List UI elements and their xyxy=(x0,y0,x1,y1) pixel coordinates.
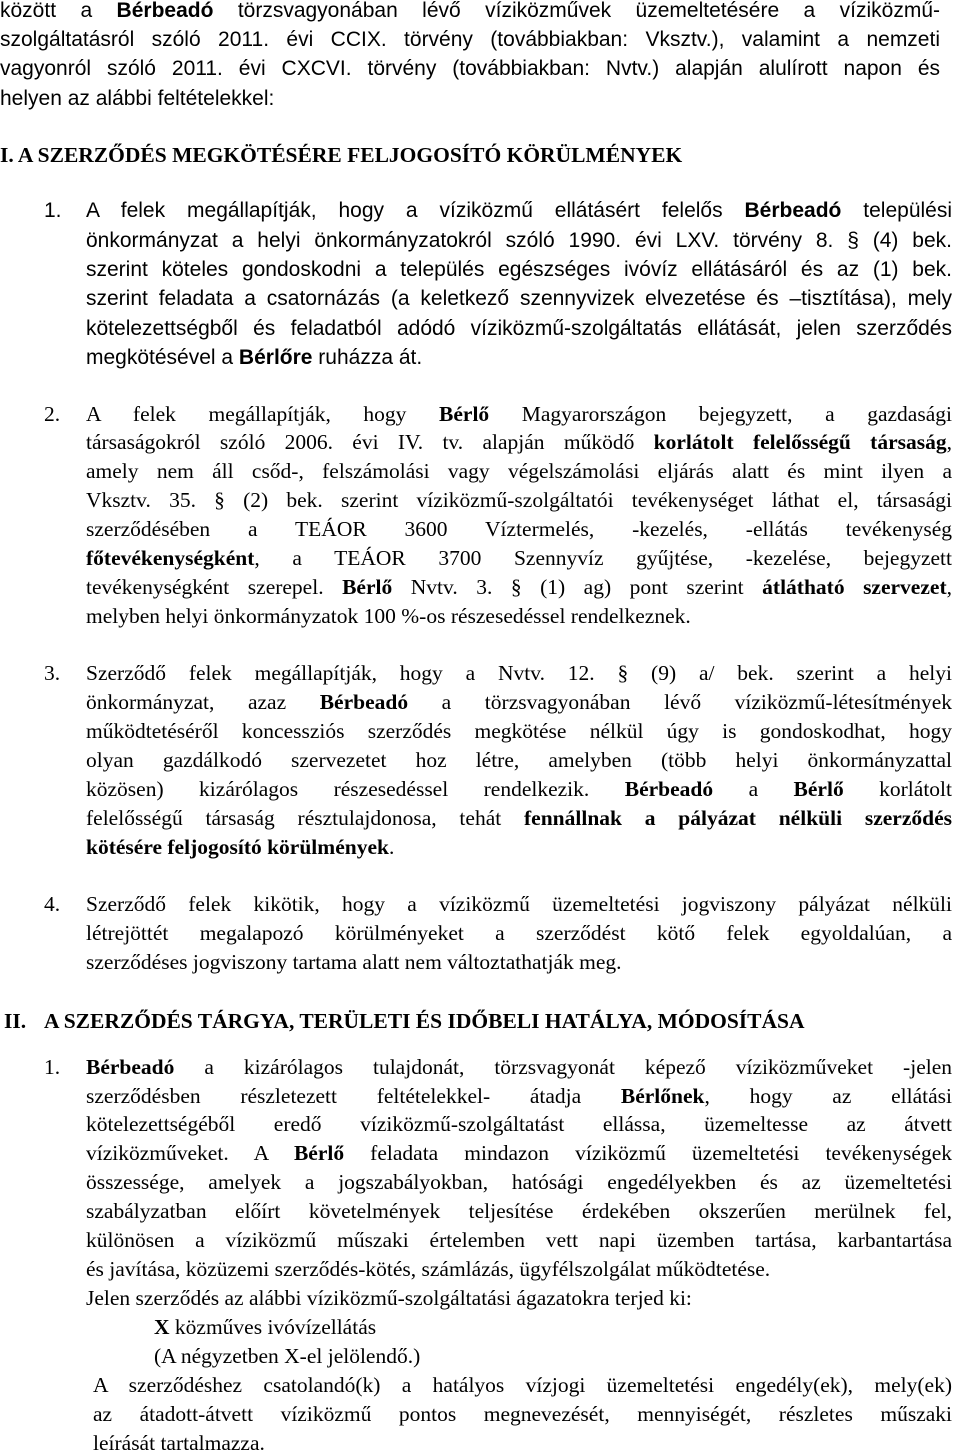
s1-p1-line-6: megkötésével a Bérlőre ruházza át. xyxy=(86,346,423,369)
s1-p2-line-3: amely nem áll csőd-, felszámolási vagy végelszámolási eljárás alatt és mint ilyen a xyxy=(86,459,952,483)
s2-p1-line-14: leírását tartalmazza. xyxy=(93,1431,265,1455)
s1-p2-line-7: tevékenységként szerepel. Bérlő Nvtv. 3. § (1) ag) pont szerint átlátható szervezet, xyxy=(86,575,952,599)
s1-p4-line-3: szerződéses jogviszony tartama alatt nem változtathatják meg. xyxy=(86,950,622,974)
s1-p1-number: 1. xyxy=(44,199,62,222)
s1-p2-line-5: szerződésében a TEÁOR 3600 Víztermelés, -kezelés, -ellátás tevékenység xyxy=(86,517,952,541)
s1-p3-line-4: olyan gazdálkodó szervezetet hoz létre, amelyben (több helyi önkormányzattal xyxy=(86,748,952,772)
s1-p2-line-4: Vksztv. 35. § (2) bek. szerint víziközmű-szolgáltatói tevékenységet láthat el, társasági xyxy=(86,488,952,512)
s1-p2-number: 2. xyxy=(44,402,61,426)
section-1-heading: I. A SZERZŐDÉS MEGKÖTÉSÉRE FELJOGOSÍTÓ KÖRÜLMÉNYEK xyxy=(0,143,683,167)
s1-p3-number: 3. xyxy=(44,661,61,685)
s2-p1-line-8: és javítása, közüzemi szerződés-kötés, számlázás, ügyfélszolgálat működtetése. xyxy=(86,1257,771,1281)
s1-p3-line-2: önkormányzat, azaz Bérbeadó a törzsvagyonában lévő víziközmű-létesítmények xyxy=(86,690,952,714)
intro-line-1: között a Bérbeadó törzsvagyonában lévő víziközművek üzemeltetésére a víziközmű- xyxy=(0,0,940,22)
s1-p1-line-3: szerint köteles gondoskodni a település egészséges ivóvíz ellátásáról és az (1) bek. xyxy=(86,258,952,281)
s2-p1-line-13: az átadott-átvett víziközmű pontos megnevezését, mennyiségét, részletes műszaki xyxy=(93,1402,952,1426)
s1-p3-line-3: működtetéséről koncessziós szerződés megkötése nélkül úgy is gondoskodhat, hogy xyxy=(86,719,952,743)
s1-p2-line-1: A felek megállapítják, hogy Bérlő Magyarországon bejegyzett, a gazdasági xyxy=(86,402,952,426)
s2-p1-line-1: Bérbeadó a kizárólagos tulajdonát, törzsvagyonát képező víziközműveket -jelen xyxy=(86,1055,952,1079)
s1-p3-line-7: kötésére feljogosító körülmények. xyxy=(86,835,395,859)
s1-p4-line-1: Szerződő felek kikötik, hogy a víziközmű üzemeltetési jogviszony pályázat nélküli xyxy=(86,892,952,916)
section-2-heading: A SZERZŐDÉS TÁRGYA, TERÜLETI ÉS IDŐBELI HATÁLYA, MÓDOSÍTÁSA xyxy=(44,1009,805,1033)
s2-p1-line-9: Jelen szerződés az alábbi víziközmű-szolgáltatási ágazatokra terjed ki: xyxy=(86,1286,692,1310)
s2-p1-line-12: A szerződéshez csatolandó(k) a hatályos vízjogi üzemeltetési engedély(ek), mely(ek) xyxy=(93,1373,952,1397)
s1-p2-line-8: melyben helyi önkormányzatok 100 %-os részesedéssel rendelkeznek. xyxy=(86,604,691,628)
s1-p1-line-5: kötelezettségből és feladatból adódó víziközmű-szolgáltatás ellátását, jelen szerződés xyxy=(86,317,952,340)
s2-p1-line-2: szerződésben részletezett feltételekkel- átadja Bérlőnek, hogy az ellátási xyxy=(86,1084,952,1108)
s1-p4-number: 4. xyxy=(44,892,61,916)
s2-p1-line-7: különösen a víziközmű műszaki értelemben vett napi üzemben tartása, karbantartása xyxy=(86,1228,952,1252)
s2-p1-number: 1. xyxy=(44,1055,61,1079)
intro-line-2: szolgáltatásról szóló 2011. évi CCIX. törvény (továbbiakban: Vksztv.), valamint a nemzeti xyxy=(0,28,940,51)
s2-p1-line-4: víziközműveket. A Bérlő feladata mindazon víziközmű üzemeltetési tevékenységek xyxy=(86,1141,952,1165)
s2-p1-line-11: (A négyzetben X-el jelölendő.) xyxy=(154,1344,421,1368)
section-2-heading-number: II. xyxy=(4,1009,27,1033)
s1-p1-line-1: A felek megállapítják, hogy a víziközmű ellátásért felelős Bérbeadó települési xyxy=(86,199,953,222)
s1-p3-line-1: Szerződő felek megállapítják, hogy a Nvtv. 12. § (9) a/ bek. szerint a helyi xyxy=(86,661,952,685)
service-checkbox-mark: X xyxy=(154,1315,170,1339)
s1-p2-line-2: társaságokról szóló 2006. évi IV. tv. alapján működő korlátolt felelősségű társaság, xyxy=(86,430,952,454)
s2-p1-service-option: X közműves ivóvízellátás xyxy=(154,1315,377,1339)
s1-p4-line-2: létrejöttét megalapozó körülményeket a szerződést kötő felek egyoldalúan, a xyxy=(86,921,952,945)
s2-p1-line-5: összessége, amelyek a jogszabályokban, hatósági engedélyekben és az üzemeltetési xyxy=(86,1170,952,1194)
s1-p3-line-6: felelősségű társaság résztulajdonosa, tehát fennállnak a pályázat nélküli szerződés xyxy=(86,806,952,830)
s1-p1-line-2: önkormányzat a helyi önkormányzatokról szóló 1990. évi LXV. törvény 8. § (4) bek. xyxy=(86,229,952,252)
s1-p1-line-4: szerint feladata a csatornázás (a keletkező szennyvizek elvezetése és –tisztítása), mely xyxy=(86,287,952,310)
s1-p3-line-5: közösen) kizárólagos részesedéssel rendelkezik. Bérbeadó a Bérlő korlátolt xyxy=(86,777,952,801)
intro-line-4: helyen az alábbi feltételekkel: xyxy=(0,87,275,110)
s2-p1-line-3: kötelezettségéből eredő víziközmű-szolgáltatást ellássa, üzemeltesse az átvett xyxy=(86,1112,952,1136)
s1-p2-line-6: főtevékenységként, a TEÁOR 3700 Szennyvíz gyűjtése, -kezelése, bejegyzett xyxy=(86,546,952,570)
s2-p1-line-6: szabályzatban előírt követelmények teljesítése érdekében okszerűen merülnek fel, xyxy=(86,1199,952,1223)
intro-line-3: vagyonról szóló 2011. évi CXCVI. törvény (továbbiakban: Nvtv.) alapján alulírott napon és xyxy=(0,57,940,80)
